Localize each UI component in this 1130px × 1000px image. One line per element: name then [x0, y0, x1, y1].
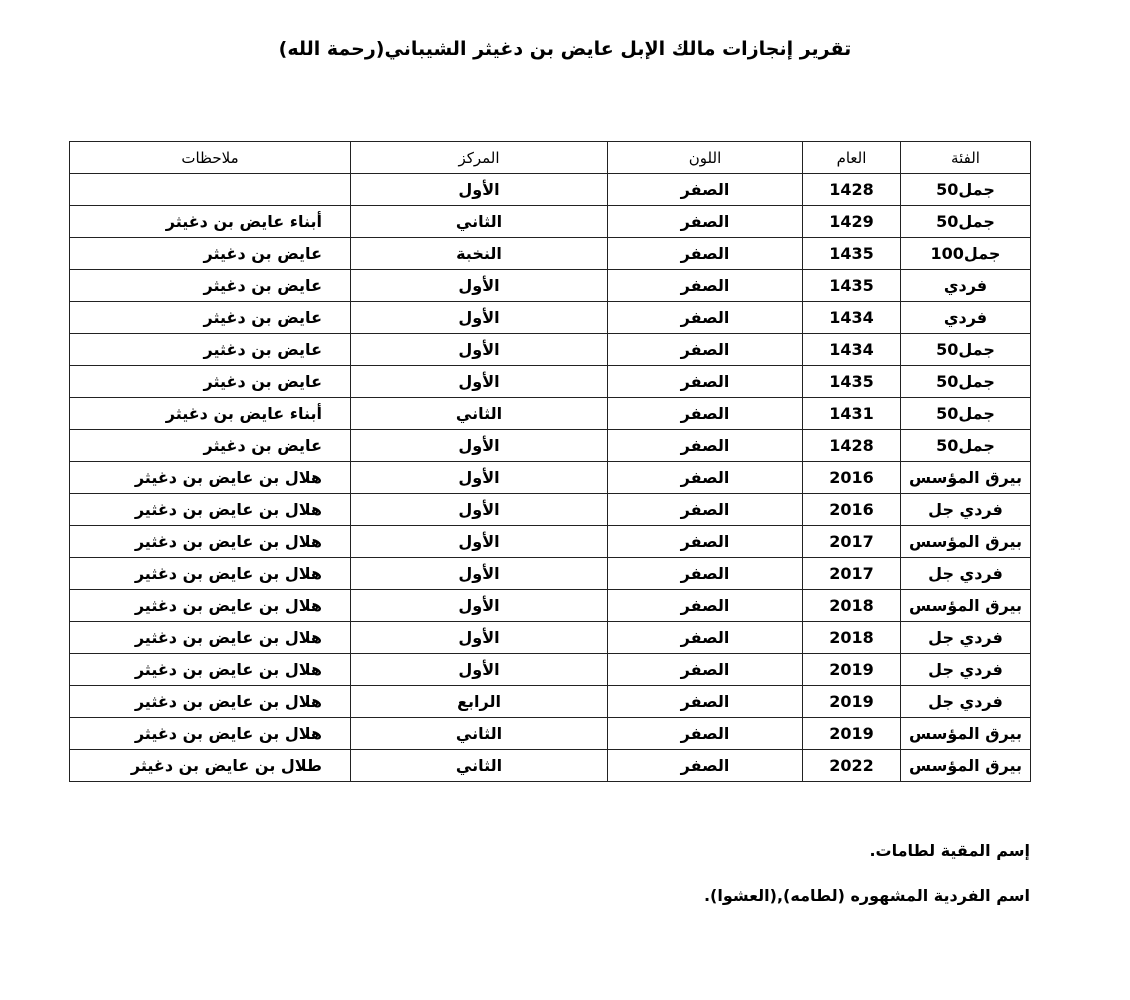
cell-rank: الأول: [351, 366, 608, 398]
cell-notes: أبناء عايض بن دغيثر: [70, 398, 351, 430]
cell-notes: هلال بن عايض بن دغيثر: [70, 654, 351, 686]
cell-color: الصفر: [608, 558, 803, 590]
cell-category: جمل50: [901, 430, 1031, 462]
cell-color: الصفر: [608, 206, 803, 238]
cell-category: جمل50: [901, 206, 1031, 238]
cell-notes: طلال بن عايض بن دغيثر: [70, 750, 351, 782]
cell-rank: الأول: [351, 622, 608, 654]
table-row: [70, 750, 1031, 782]
cell-color: الصفر: [608, 750, 803, 782]
cell-category: جمل50: [901, 334, 1031, 366]
cell-rank: الأول: [351, 174, 608, 206]
cell-category: فردي: [901, 302, 1031, 334]
cell-rank: الأول: [351, 590, 608, 622]
header-color: اللون: [608, 142, 803, 174]
cell-color: الصفر: [608, 430, 803, 462]
cell-notes: هلال بن عايض بن دغثير: [70, 622, 351, 654]
table-row: [70, 334, 1031, 366]
cell-category: جمل100: [901, 238, 1031, 270]
cell-rank: الثاني: [351, 206, 608, 238]
table-row: [70, 686, 1031, 718]
table-row: [70, 526, 1031, 558]
cell-year: 1434: [803, 334, 901, 366]
cell-category: جمل50: [901, 366, 1031, 398]
table-row: [70, 558, 1031, 590]
cell-color: الصفر: [608, 174, 803, 206]
table-row: [70, 206, 1031, 238]
cell-notes: عايض بن دغيثر: [70, 366, 351, 398]
table-row: [70, 622, 1031, 654]
cell-category: فردي: [901, 270, 1031, 302]
cell-category: جمل50: [901, 174, 1031, 206]
page-title: تقرير إنجازات مالك الإبل عايض بن دغيثر الشيباني(رحمة الله): [278, 38, 852, 60]
cell-category: بيرق المؤسس: [901, 526, 1031, 558]
cell-notes: عايض بن دغيثر: [70, 238, 351, 270]
cell-year: 1428: [803, 174, 901, 206]
table-row: [70, 174, 1031, 206]
cell-notes: أبناء عايض بن دغيثر: [70, 206, 351, 238]
table-row: [70, 270, 1031, 302]
cell-notes: عايض بن دغثير: [70, 334, 351, 366]
footnote-pen-name: إسم المقية لطامات.: [869, 841, 1030, 860]
cell-color: الصفر: [608, 366, 803, 398]
cell-rank: الأول: [351, 494, 608, 526]
cell-color: الصفر: [608, 398, 803, 430]
cell-notes: عايض بن دغيثر: [70, 430, 351, 462]
table-row: [70, 398, 1031, 430]
cell-notes: هلال بن عايض بن دغثير: [70, 558, 351, 590]
cell-rank: الثاني: [351, 398, 608, 430]
table-row: [70, 366, 1031, 398]
cell-year: 2019: [803, 718, 901, 750]
cell-category: بيرق المؤسس: [901, 750, 1031, 782]
cell-color: الصفر: [608, 526, 803, 558]
cell-category: بيرق المؤسس: [901, 462, 1031, 494]
cell-year: 1431: [803, 398, 901, 430]
cell-rank: الأول: [351, 334, 608, 366]
cell-rank: الثاني: [351, 750, 608, 782]
cell-year: 1429: [803, 206, 901, 238]
cell-category: بيرق المؤسس: [901, 590, 1031, 622]
cell-year: 2017: [803, 526, 901, 558]
cell-year: 2018: [803, 590, 901, 622]
cell-rank: الأول: [351, 462, 608, 494]
cell-category: فردي جل: [901, 558, 1031, 590]
cell-notes: هلال بن عايض بن دغيثر: [70, 462, 351, 494]
table-row: [70, 430, 1031, 462]
cell-year: 1435: [803, 270, 901, 302]
cell-year: 1428: [803, 430, 901, 462]
cell-notes: هلال بن عايض بن دغيثر: [70, 718, 351, 750]
table-row: [70, 494, 1031, 526]
cell-rank: الأول: [351, 654, 608, 686]
header-year: العام: [803, 142, 901, 174]
cell-notes: عايض بن دغيثر: [70, 270, 351, 302]
cell-rank: الرابع: [351, 686, 608, 718]
cell-color: الصفر: [608, 462, 803, 494]
cell-notes: هلال بن عايض بن دغثير: [70, 590, 351, 622]
header-notes: ملاحظات: [70, 142, 351, 174]
cell-year: 2022: [803, 750, 901, 782]
cell-color: الصفر: [608, 718, 803, 750]
cell-color: الصفر: [608, 622, 803, 654]
cell-notes: هلال بن عايض بن دغثير: [70, 526, 351, 558]
cell-color: الصفر: [608, 334, 803, 366]
cell-category: فردي جل: [901, 622, 1031, 654]
table-row: [70, 302, 1031, 334]
table-row: [70, 718, 1031, 750]
cell-notes: عايض بن دغيثر: [70, 302, 351, 334]
cell-rank: الأول: [351, 526, 608, 558]
achievements-table: [69, 141, 1031, 782]
cell-year: 2019: [803, 686, 901, 718]
table-body: [70, 174, 1031, 782]
cell-category: فردي جل: [901, 686, 1031, 718]
cell-notes: هلال بن عايض بن دغثير: [70, 686, 351, 718]
cell-color: الصفر: [608, 302, 803, 334]
cell-notes: [70, 174, 351, 206]
cell-category: فردي جل: [901, 654, 1031, 686]
table-row: [70, 462, 1031, 494]
cell-year: 1435: [803, 238, 901, 270]
cell-color: الصفر: [608, 494, 803, 526]
header-category: الفئة: [901, 142, 1031, 174]
cell-year: 1434: [803, 302, 901, 334]
cell-color: الصفر: [608, 238, 803, 270]
cell-year: 2018: [803, 622, 901, 654]
table-header-row: [70, 142, 1031, 174]
cell-rank: الثاني: [351, 718, 608, 750]
cell-notes: هلال بن عايض بن دغثير: [70, 494, 351, 526]
cell-rank: الأول: [351, 430, 608, 462]
cell-year: 1435: [803, 366, 901, 398]
header-rank: المركز: [351, 142, 608, 174]
cell-rank: النخبة: [351, 238, 608, 270]
cell-color: الصفر: [608, 686, 803, 718]
cell-category: فردي جل: [901, 494, 1031, 526]
cell-color: الصفر: [608, 590, 803, 622]
table-row: [70, 590, 1031, 622]
cell-year: 2017: [803, 558, 901, 590]
cell-category: بيرق المؤسس: [901, 718, 1031, 750]
cell-year: 2019: [803, 654, 901, 686]
cell-category: جمل50: [901, 398, 1031, 430]
cell-color: الصفر: [608, 270, 803, 302]
cell-year: 2016: [803, 462, 901, 494]
cell-rank: الأول: [351, 558, 608, 590]
cell-rank: الأول: [351, 270, 608, 302]
table-row: [70, 238, 1031, 270]
cell-rank: الأول: [351, 302, 608, 334]
cell-year: 2016: [803, 494, 901, 526]
table-row: [70, 654, 1031, 686]
footnote-famous-individual: اسم الفردية المشهوره (لطامه),(العشوا).: [703, 886, 1030, 905]
cell-color: الصفر: [608, 654, 803, 686]
